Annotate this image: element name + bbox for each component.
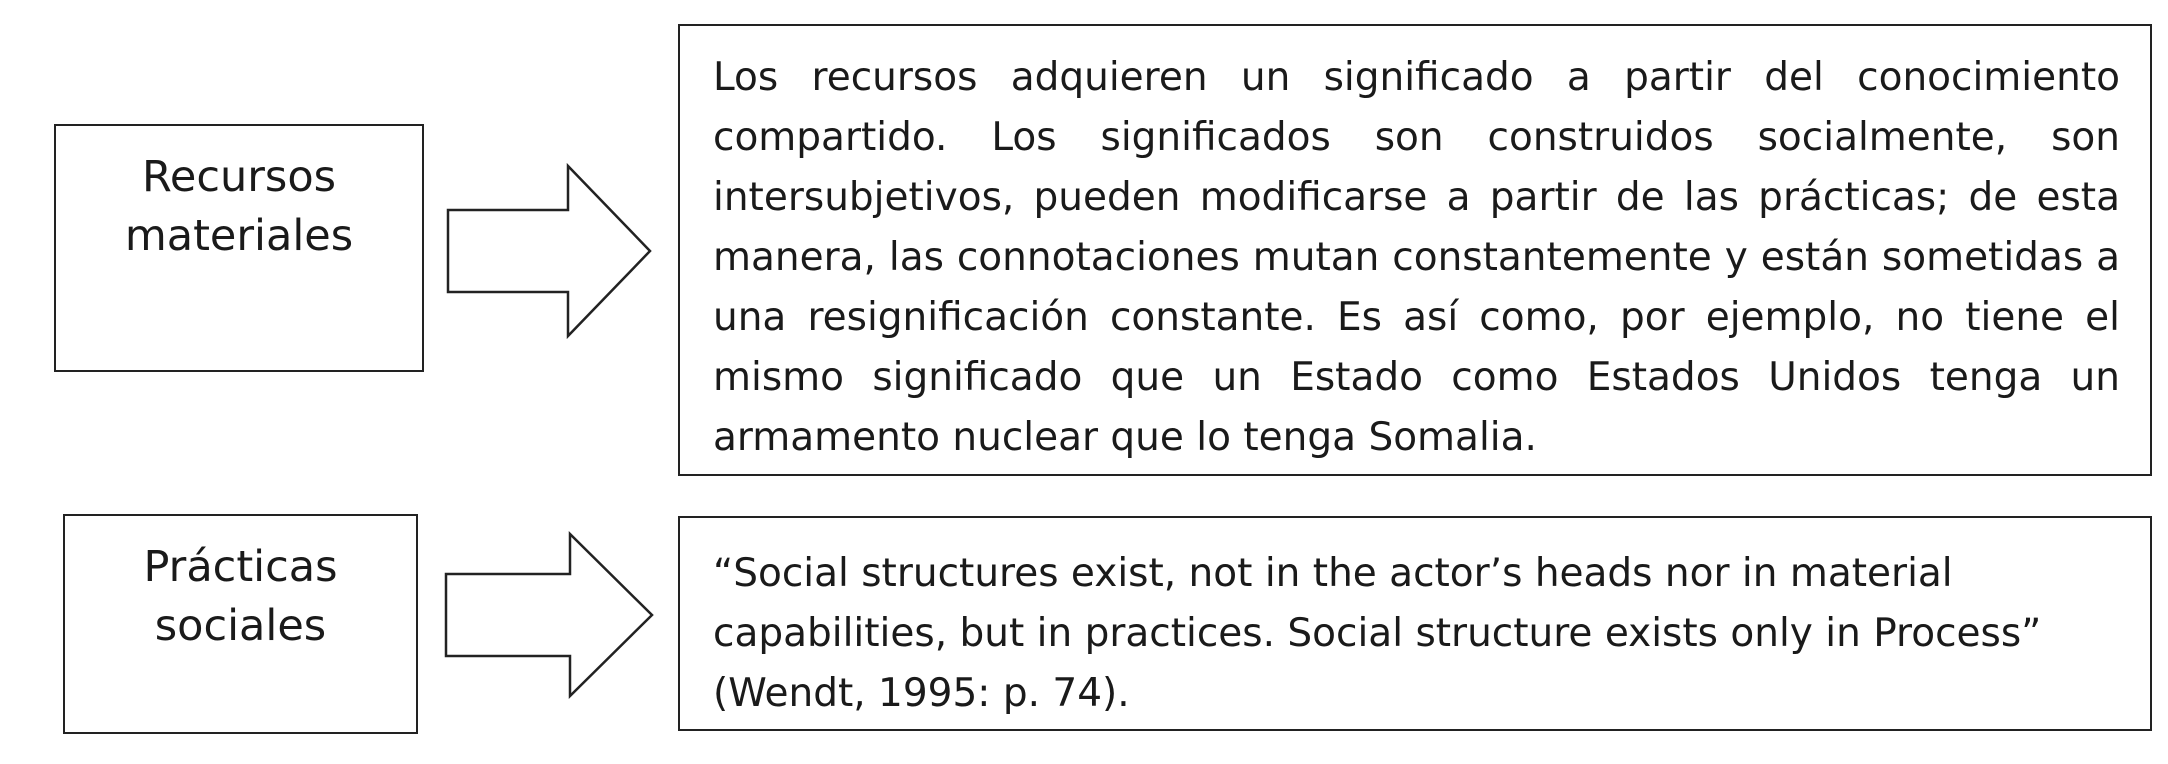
practicas-quote-box <box>678 516 2152 731</box>
label-line: sociales <box>154 601 327 651</box>
label-line: Recursos <box>141 152 337 202</box>
recursos-description-text: Los recursos adquieren un significado a partir del conocimiento compartido. Los significados son construidos socialmente, son intersubjetivos, pueden modificarse a partir de las prácticas; de esta manera, las connotaciones mutan constantemente y están sometidas a una resignificación constante. Es así como, por ejemplo, no tiene el mismo significado que un Estado como Estados Unidos tenga un armamento nuclear que lo tenga Somalia. <box>713 55 2120 460</box>
recursos-description-box <box>678 24 2152 476</box>
label-line: materiales <box>124 211 354 261</box>
arrow-right-icon <box>448 166 654 336</box>
practicas-sociales-box <box>63 514 418 734</box>
practicas-sociales-label <box>143 538 337 732</box>
arrow-right-icon <box>446 534 656 696</box>
label-line: Prácticas <box>143 542 338 592</box>
recursos-materiales-label <box>125 148 353 370</box>
recursos-materiales-box <box>54 124 424 372</box>
practicas-quote-text: “Social structures exist, not in the actor’s heads nor in material capabilities, but in practices. Social structure exists only in Process” (Wendt, 1995: p. 74). <box>713 551 2042 716</box>
